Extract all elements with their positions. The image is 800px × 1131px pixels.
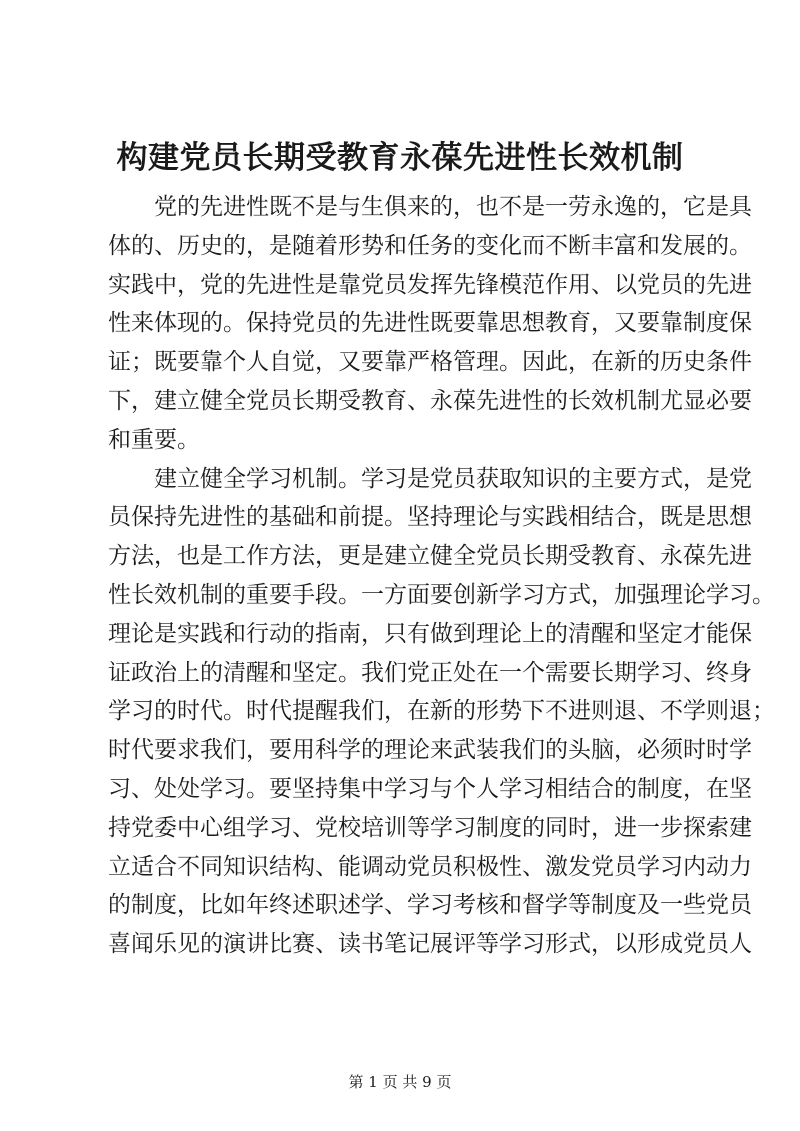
paragraph-line: 学习的时代。时代提醒我们，在新的形势下不进则退、不学则退；: [108, 698, 775, 725]
paragraph-line: 理论是实践和行动的指南，只有做到理论上的清醒和坚定才能保: [108, 620, 752, 647]
paragraph-line: 党的先进性既不是与生俱来的，也不是一劳永逸的，它是具: [154, 194, 752, 220]
paragraph-line: 员保持先进性的基础和前提。坚持理论与实践相结合，既是思想: [108, 504, 752, 531]
paragraph-line: 体的、历史的，是随着形势和任务的变化而不断丰富和发展的。: [108, 232, 752, 259]
paragraph-line: 建立健全学习机制。学习是党员获取知识的主要方式，是党: [154, 465, 752, 492]
page-footer: 第 1 页 共 9 页: [348, 1073, 452, 1091]
document-title: 构建党员长期受教育永葆先进性长效机制: [116, 140, 684, 176]
paragraph-line: 性来体现的。保持党员的先进性既要靠思想教育，又要靠制度保: [108, 310, 752, 337]
paragraph-line: 证；既要靠个人自觉，又要靠严格管理。因此，在新的历史条件: [108, 349, 752, 376]
paragraph-line: 下，建立健全党员长期受教育、永葆先进性的长效机制尤显必要: [108, 387, 752, 414]
paragraph-line: 立适合不同知识结构、能调动党员积极性、激发党员学习内动力: [108, 853, 752, 880]
paragraph-line: 习、处处学习。要坚持集中学习与个人学习相结合的制度，在坚: [108, 775, 752, 802]
document-body: [108, 188, 775, 964]
paragraph-line: 的制度，比如年终述职述学、学习考核和督学等制度及一些党员: [108, 892, 752, 919]
paragraph-line: 性长效机制的重要手段。一方面要创新学习方式，加强理论学习。: [108, 581, 775, 608]
paragraph-line: 持党委中心组学习、党校培训等学习制度的同时，进一步探索建: [108, 814, 752, 841]
paragraph-line: 实践中，党的先进性是靠党员发挥先锋模范作用、以党员的先进: [108, 271, 752, 298]
paragraph-learning-mechanism: [108, 460, 775, 964]
paragraph-line: 方法，也是工作方法，更是建立健全党员长期受教育、永葆先进: [108, 543, 752, 570]
paragraph-line: 喜闻乐见的演讲比赛、读书笔记展评等学习形式，以形成党员人: [108, 931, 752, 958]
paragraph-line: 和重要。: [108, 426, 200, 453]
paragraph-line: 证政治上的清醒和坚定。我们党正处在一个需要长期学习、终身: [108, 659, 752, 686]
paragraph-line: 时代要求我们，要用科学的理论来武装我们的头脑，必须时时学: [108, 737, 752, 764]
paragraph-intro: [108, 188, 752, 460]
